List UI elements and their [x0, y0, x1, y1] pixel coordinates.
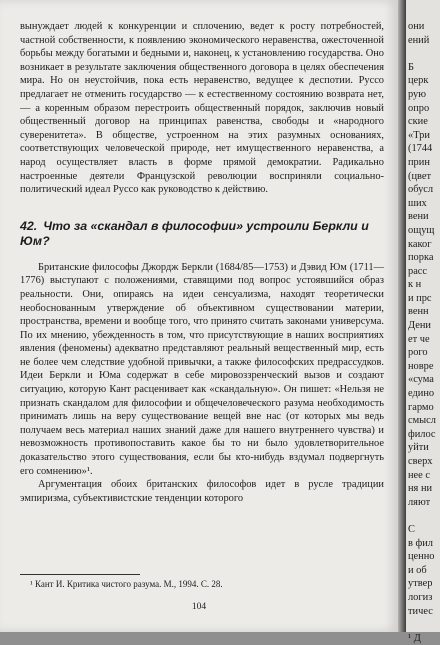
next-page-fragment: С — [408, 523, 415, 535]
next-page-fragment: утвер — [408, 578, 433, 590]
next-page-fragment: обусл — [408, 184, 434, 196]
next-page-fragment: опро — [408, 102, 430, 114]
section-number: 42. — [20, 218, 38, 233]
section-title: Что за «скандал в философии» устроили Беркли и Юм? — [20, 218, 369, 248]
paragraph-2: Британские философы Джордж Беркли (1684/85—1753) и Дэвид Юм (1711—1776) выступают с положениями, ставящими под вопрос устоявшийся образ реальности. Они, опираясь на идеи сенсуализма, находят теоретически необоснованным утверждение об объективном существовании материи, пространства, времени и вообще того, что принято считать законами универсума. По их мнению, убежденность в том, что присутствующие в наших восприятиях явления (феномены) адекватно представляют реальный вещественный мир, есть не более чем следствие удобной привычки, а также философских предрассудков. Идеи Беркли и Юма содержат в себе мировоззренческий вызов и создают ситуацию, которую Кант расценивает как «скандальную». Он пишет: «Нельзя не признать скандалом для философии и общечеловеческого разума необходимость принимать лишь на веру существование вещей вне нас (от которых мы ведь получаем весь материал наших знаний даже для нашего внутреннего чувства) и невозможность противопоставить какое бы то ни было удовлетворительное доказательство этого существования, если бы кто-нибудь вздумал подвергнуть его сомнению»¹. — [20, 261, 384, 477]
next-page-fragment: «Три — [408, 129, 430, 141]
next-page-fragment: (цвет — [408, 170, 432, 182]
next-page-fragment: нее с — [408, 469, 430, 481]
next-page-fragment: ¹ Д — [408, 632, 421, 644]
next-page-fragment: едино — [408, 388, 435, 400]
next-page-fragment: логиз — [408, 591, 433, 603]
next-page-fragment: и об — [408, 564, 427, 576]
next-page-fragment: ших — [408, 197, 427, 209]
paragraph-3: Аргументация обоих британских философов идет в русле традиции эмпиризма, субъективистские тенденции которого — [20, 479, 384, 504]
next-page-fragment: венн — [408, 306, 429, 318]
next-page-fragment: ня ни — [408, 483, 433, 495]
next-page-fragment: расс — [408, 265, 428, 277]
next-page-fragment: тичес — [408, 605, 433, 617]
next-page-fragment: новре — [408, 360, 434, 372]
book-gutter — [398, 0, 406, 632]
next-page-fragment: порка — [408, 252, 434, 264]
next-page-fragment: уйти — [408, 442, 429, 454]
next-page-fragment: «сума — [408, 374, 434, 386]
next-page-fragment: Дени — [408, 320, 431, 332]
next-page-fragment: ценно — [408, 551, 435, 563]
text-column — [20, 20, 384, 505]
next-page-fragment: гармо — [408, 401, 434, 413]
next-page-fragment: ляют — [408, 496, 431, 508]
next-page-fragment: сверх — [408, 456, 433, 467]
paragraph-1: вынуждает людей к конкуренции и сплочению, ведет к росту потребностей, частной собственности, к появлению экономического неравенства, ожесточенной борьбы между богатыми и бедными и, наконец, к установлению государства. Оно возникает в результате заключения общественного договора в целях обеспечения мира. Но он неустойчив, пока есть неравенство, ведущее к деспотии. Руссо предлагает не отменить государство — к естественному состоянию возврата нет, — а коренным образом перестроить общественный порядок, заключив новый общественный договор на принципах равенства, свободы и «народного суверенитета». В обществе, устроенном на этих разумных основаниях, соответствующих человеческой природе, нет имущественного неравенства, а народ осуществляет власть в форме прямой демократии. Радикально настроенные деятели Французской революции восприняли социально-политический идеал Руссо как руководство к действию. — [20, 21, 384, 196]
next-page-fragment — [408, 618, 436, 632]
next-page-fragment — [408, 47, 436, 61]
next-page-fragment: прин — [408, 156, 430, 168]
next-page-fragment: к н — [408, 279, 422, 291]
next-page-fragment: вени — [408, 211, 429, 223]
next-page-fragment: (1744 — [408, 143, 433, 155]
next-page-fragment: они — [408, 21, 425, 32]
next-page-fragment: церк — [408, 75, 429, 87]
next-page-fragment: ощущ — [408, 224, 435, 236]
next-page-fragment: и прс — [408, 292, 432, 304]
section-heading — [20, 219, 384, 249]
next-page-fragment: ские — [408, 116, 428, 128]
next-page-fragment: каког — [408, 238, 432, 250]
next-page-fragments — [408, 20, 436, 645]
next-page-fragment — [408, 509, 436, 523]
next-page-fragment: Б — [408, 61, 414, 73]
next-page-fragment: смысл — [408, 415, 436, 427]
next-page-fragment: филос — [408, 428, 436, 440]
page-number: 104 — [191, 602, 207, 612]
next-page-fragment: рую — [408, 88, 427, 100]
footnote-rule — [20, 574, 140, 575]
footnote: ¹ Кант И. Критика чистого разума. М., 1994. С. 28. — [30, 579, 223, 589]
next-page-fragment: ений — [408, 34, 430, 46]
next-page-fragment: рого — [408, 347, 428, 359]
next-page-fragment: ет че — [408, 333, 430, 345]
next-page-edge — [406, 0, 440, 644]
next-page-fragment: в фил — [408, 537, 433, 549]
